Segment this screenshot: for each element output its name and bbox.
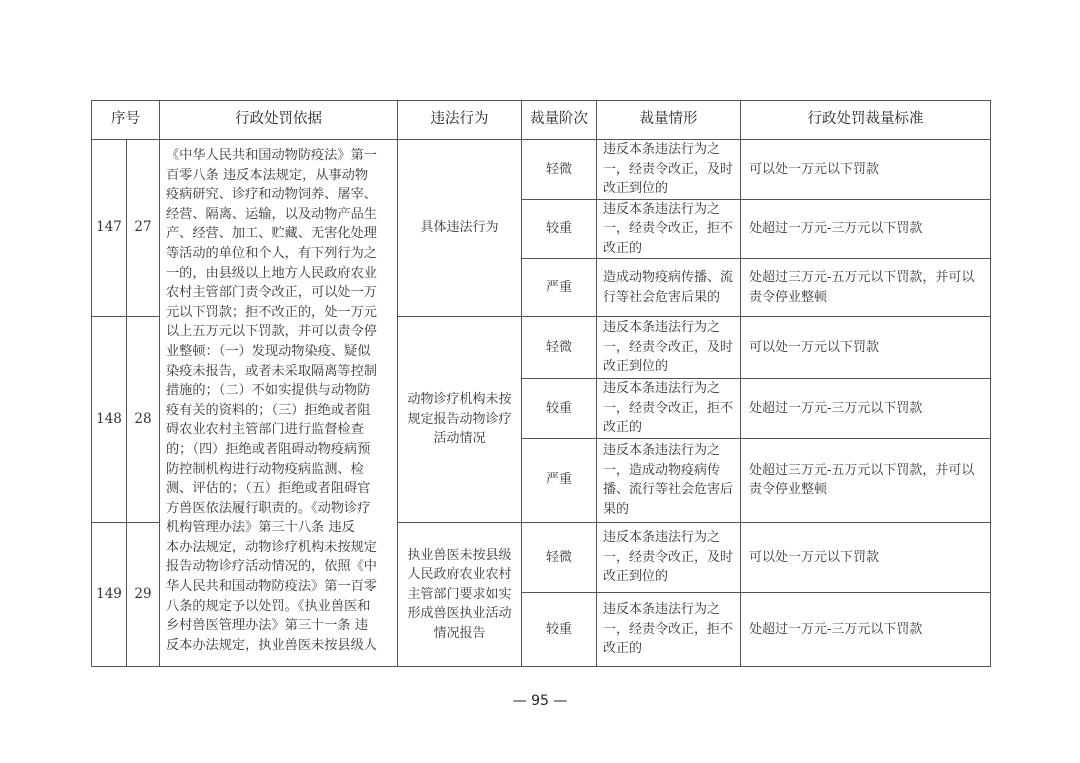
header-seq: 序号 (92, 101, 160, 140)
discretion-level: 严重 (522, 259, 597, 317)
discretion-level: 较重 (522, 379, 597, 439)
discretion-situation: 违反本条违法行为之一，经责令改正，及时改正到位的 (597, 522, 741, 593)
violation-act: 执业兽医未按县级人民政府农业农村主管部门要求如实形成兽医执业活动情况报告 (398, 522, 522, 667)
penalty-standard: 处超过三万元-五万元以下罚款，并可以责令停业整顿 (741, 259, 991, 317)
discretion-level: 较重 (522, 199, 597, 259)
discretion-level: 较重 (522, 593, 597, 667)
penalty-standard: 处超过一万元-三万元以下罚款 (741, 593, 991, 667)
violation-act: 具体违法行为 (398, 140, 522, 317)
discretion-situation: 违反本条违法行为之一，经责令改正，拒不改正的 (597, 199, 741, 259)
discretion-situation: 违反本条违法行为之一，经责令改正，及时改正到位的 (597, 140, 741, 200)
discretion-situation: 违反本条违法行为之一，经责令改正，拒不改正的 (597, 379, 741, 439)
discretion-situation: 违反本条违法行为之一，经责令改正，及时改正到位的 (597, 317, 741, 379)
violation-act: 动物诊疗机构未按规定报告动物诊疗活动情况 (398, 317, 522, 523)
discretion-situation: 造成动物疫病传播、流行等社会危害后果的 (597, 259, 741, 317)
sub-number: 29 (127, 522, 160, 667)
penalty-basis-text: 《中华人民共和国动物防疫法》第一 百零八条 违反本法规定，从事动物 疫病研究、诊疗和动物饲养、屠宰、 经营、隔离、运输，以及动物产品生 产、经营、加工、贮藏、无害化处理 等活动的单位和个人，有下列行为之 一的，由县级以上地方人民政府农业 农村主管部门责令改正，可以处一万 元以下罚款；拒不改正的，处一万元 以上五万元以下罚款，并可以责令停 业整顿：（一）发现动物染疫、疑似 染疫未报告，或者未采取隔离等控制 措施的；（二）不如实提供与动物防 疫有关的资料的；（三）拒绝或者阻 碍农业农村主管部门进行监督检查 的；（四）拒绝或者阻碍动物疫病预 防控制机构进行动物疫病监测、检 测、评估的；（五）拒绝或者阻碍官 方兽医依法履行职责的。《动物诊疗 机构管理办法》第三十八条 违反 本办法规定，动物诊疗机构未按规定 报告动物诊疗活动情况的，依照《中 华人民共和国动物防疫法》第一百零 八条的规定予以处罚。《执业兽医和 乡村兽医管理办法》第三十一条 违 反本办法规定，执业兽医未按县级人 (166, 148, 377, 653)
penalty-standard: 处超过一万元-三万元以下罚款 (741, 199, 991, 259)
penalty-basis-cell (160, 140, 398, 667)
seq-number: 149 (92, 522, 127, 667)
penalty-standard: 可以处一万元以下罚款 (741, 317, 991, 379)
penalty-standard: 可以处一万元以下罚款 (741, 140, 991, 200)
penalty-standard: 处超过一万元-三万元以下罚款 (741, 379, 991, 439)
discretion-level: 严重 (522, 438, 597, 522)
table-row (92, 140, 991, 200)
seq-number: 148 (92, 317, 127, 523)
discretion-level: 轻微 (522, 522, 597, 593)
header-level: 裁量阶次 (522, 101, 597, 140)
discretion-level: 轻微 (522, 317, 597, 379)
page-number: — 95 — (512, 693, 568, 709)
header-situation: 裁量情形 (597, 101, 741, 140)
discretion-situation: 违反本条违法行为之一，经责令改正，拒不改正的 (597, 593, 741, 667)
header-row (92, 101, 991, 140)
discretion-level: 轻微 (522, 140, 597, 200)
seq-number: 147 (92, 140, 127, 317)
sub-number: 28 (127, 317, 160, 523)
penalty-standard: 可以处一万元以下罚款 (741, 522, 991, 593)
penalty-table (91, 100, 991, 667)
discretion-situation: 违反本条违法行为之一，造成动物疫病传播、流行等社会危害后果的 (597, 438, 741, 522)
header-act: 违法行为 (398, 101, 522, 140)
header-basis: 行政处罚依据 (160, 101, 398, 140)
penalty-standard: 处超过三万元-五万元以下罚款，并可以责令停业整顿 (741, 438, 991, 522)
sub-number: 27 (127, 140, 160, 317)
header-standard: 行政处罚裁量标准 (741, 101, 991, 140)
